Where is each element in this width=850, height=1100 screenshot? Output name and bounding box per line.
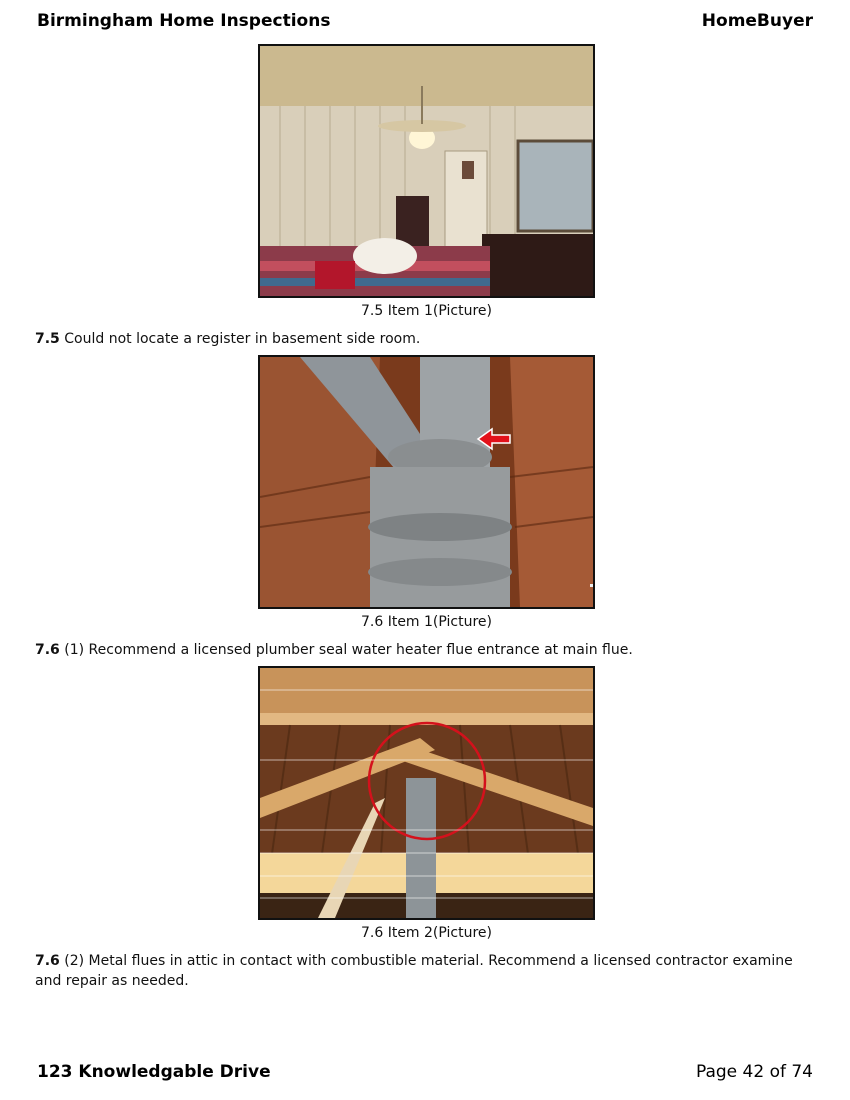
footer-address: 123 Knowledgable Drive bbox=[37, 1062, 271, 1082]
header-company: Birmingham Home Inspections bbox=[37, 11, 331, 31]
item-text: (1) Recommend a licensed plumber seal water heater flue entrance at main flue. bbox=[64, 642, 633, 658]
photo-water-heater-flue bbox=[258, 355, 595, 609]
photo-bedroom bbox=[258, 44, 595, 298]
item-text: (2) Metal flues in attic in contact with combustible material. Recommend a licensed contractor examine and repair as needed. bbox=[35, 953, 793, 989]
attic-illustration bbox=[260, 668, 593, 918]
comment-7-6-2 bbox=[35, 951, 815, 991]
item-number: 7.6 bbox=[35, 953, 60, 969]
bedroom-illustration bbox=[260, 46, 593, 296]
comment-7-5 bbox=[35, 329, 815, 349]
header-report-type: HomeBuyer bbox=[701, 11, 813, 31]
photo-caption: 7.6 Item 2(Picture) bbox=[360, 925, 492, 941]
item-number: 7.6 bbox=[35, 642, 60, 658]
item-number: 7.5 bbox=[35, 331, 60, 347]
flue-illustration bbox=[260, 357, 593, 607]
photo-attic-flue bbox=[258, 666, 595, 920]
page-number: Page 42 of 74 bbox=[695, 1062, 813, 1082]
photo-caption: 7.5 Item 1(Picture) bbox=[360, 303, 492, 319]
item-text: Could not locate a register in basement side room. bbox=[64, 331, 421, 347]
photo-caption: 7.6 Item 1(Picture) bbox=[360, 614, 492, 630]
comment-7-6-1 bbox=[35, 640, 815, 660]
